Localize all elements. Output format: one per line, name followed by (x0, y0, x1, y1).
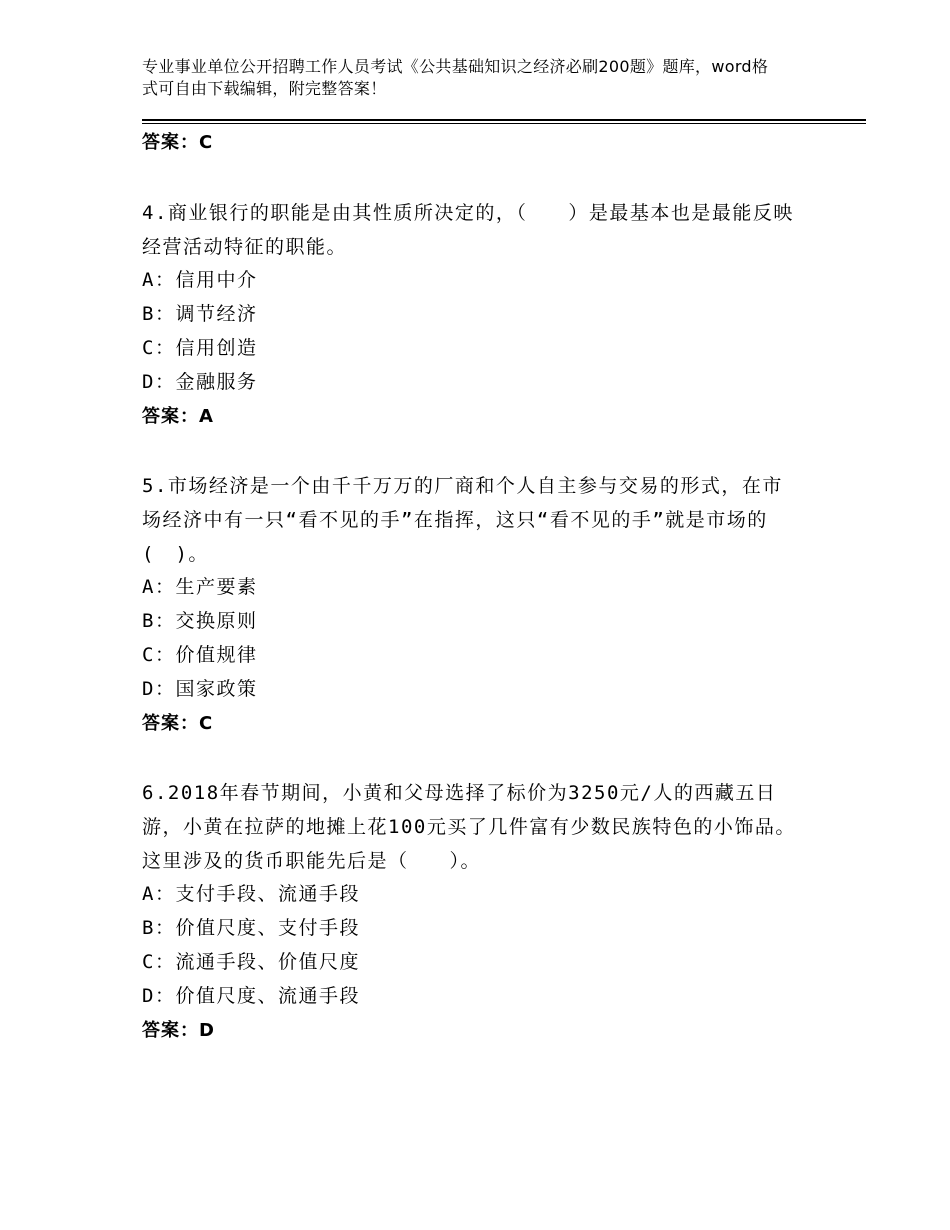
question-6-option-a: A：支付手段、流通手段 (142, 883, 360, 905)
answer-q3: 答案：C (142, 132, 214, 153)
page-header: 专业事业单位公开招聘工作人员考试《公共基础知识之经济必刷200题》题库，word格式可自由下载编辑，附完整答案！ (142, 57, 769, 98)
question-6-option-c: C：流通手段、价值尺度 (142, 951, 360, 973)
question-6-option-b: B：价值尺度、支付手段 (142, 917, 360, 939)
header-divider (142, 119, 866, 124)
answer-q6: 答案：D (142, 1020, 215, 1041)
question-6-option-d: D：价值尺度、流通手段 (142, 985, 360, 1007)
question-5-option-d: D：国家政策 (142, 678, 258, 700)
question-5-option-c: C：价值规律 (142, 644, 258, 666)
question-4-option-d: D：金融服务 (142, 371, 258, 393)
question-4-option-b: B：调节经济 (142, 303, 258, 325)
question-6-text: 6.2018年春节期间，小黄和父母选择了标价为3250元/人的西藏五日游，小黄在拉萨的地摊上花100元买了几件富有少数民族特色的小饰品。这里涉及的货币职能先后是（ ）。 (142, 782, 796, 872)
question-5-option-b: B：交换原则 (142, 610, 258, 632)
question-5-option-a: A：生产要素 (142, 576, 258, 598)
answer-q4: 答案：A (142, 406, 214, 427)
question-4-option-c: C：信用创造 (142, 337, 258, 359)
question-4-option-a: A：信用中介 (142, 269, 258, 291)
question-4-text: 4.商业银行的职能是由其性质所决定的，（ ）是最基本也是最能反映经营活动特征的职能。 (142, 202, 794, 258)
answer-q5: 答案：C (142, 713, 214, 734)
question-5-text: 5.市场经济是一个由千千万万的厂商和个人自主参与交易的形式，在市场经济中有一只“看不见的手”在指挥，这只“看不见的手”就是市场的( )。 (142, 475, 783, 565)
